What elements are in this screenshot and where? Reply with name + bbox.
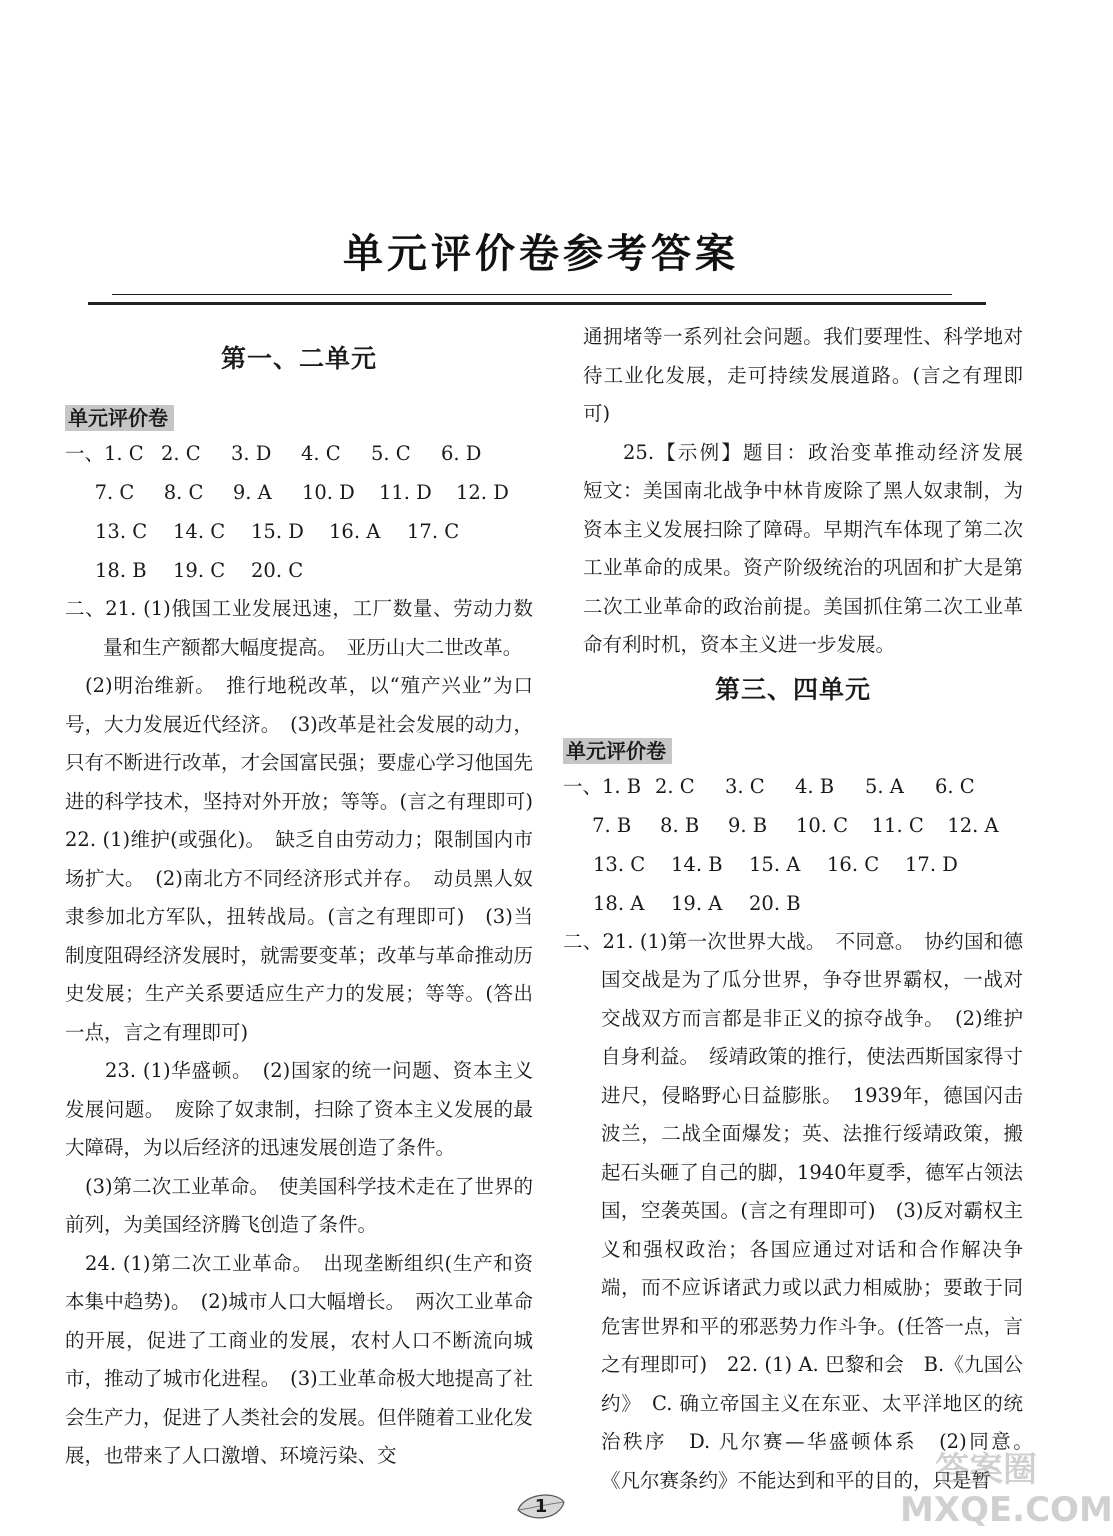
mc-answer: 7. B <box>592 813 632 837</box>
mc-answer: 19. C <box>173 559 226 582</box>
mc-answer: 15. A <box>749 852 801 876</box>
mc-answer: 8. B <box>660 813 700 837</box>
mc-answer: 6. C <box>935 774 975 798</box>
watermark: 答案圈 MXQE.COM <box>900 1450 1113 1530</box>
mc-answer: 一、1. B <box>563 774 642 798</box>
section-title-units-3-4: 第三、四单元 <box>714 674 871 704</box>
mc-answer: 2. C <box>655 774 695 798</box>
mc-answer: 2. C <box>161 442 201 465</box>
answer-paragraph: 通拥堵等一系列社会问题。我们要理性、科学地对待工业化发展，走可持续发展道路。(言之有理即可) <box>583 325 1023 425</box>
mc-answer: 14. C <box>173 520 226 543</box>
answer-paragraph: 二、21. (1)第一次世界大战。 不同意。 协约国和德国交战是为了瓜分世界，争夺世界霸权，一战对交战双方而言都是非正义的掠夺战争。 (2)维护自身利益。 绥靖政策的推行，使法西斯国家得寸进尺，侵略野心日益膨胀。 1939年，德国闪击波兰，二战全面爆发；英、法推行绥靖政策，搬起石头砸了自己的脚，1940年夏季，德军占领法国，空袭英国。(言之有理即可) (3)反对霸权主义和强权政治；各国应通过对话和合作解决争端，而不应诉诸武力或以武力相威胁；要敢于同危害世界和平的邪恶势力作斗争。(任答一点，言之有理即可) 22. (1) A. 巴黎和会 B.《九国公约》 C. 确立帝国主义在东亚、太平洋地区的统治秩序 D. 凡尔赛—华盛顿体系 (2)同意。 《凡尔赛条约》不能达到和平的目的，只是暂 <box>563 929 1043 1492</box>
answer-paragraph: (3)第二次工业革命。 使美国科学技术走在了世界的前列，为美国经济腾飞创造了条件。 <box>65 1174 533 1236</box>
mc-row <box>563 767 1023 806</box>
mc-answer: 4. C <box>301 442 341 465</box>
answer-paragraph: 24. (1)第二次工业革命。 出现垄断组织(生产和资本集中趋势)。 (2)城市人口大幅增长。 两次工业革命的开展，促进了工商业的发展，农村人口不断流向城市，推动了城市化进程。 (3)工业革命极大地提高了社会生产力，促进了人类社会的发展。但伴随着工业化发展，也带来了人口激增、环境污染、交 <box>65 1251 534 1467</box>
mc-answer: 11. C <box>871 813 924 837</box>
mc-answer: 9. A <box>232 481 272 504</box>
answer-paragraph: 二、21. (1)俄国工业发展迅速，工厂数量、劳动力数量和生产额都大幅度提高。 亚历山大二世改革。 <box>65 597 533 659</box>
mc-answers <box>65 434 533 590</box>
mc-row <box>65 512 533 551</box>
mc-answer: 11. D <box>378 481 432 504</box>
mc-answer: 15. D <box>251 520 304 543</box>
mc-answer: 8. C <box>163 481 204 504</box>
mc-row <box>563 845 1023 884</box>
title-rule-thin <box>112 294 952 295</box>
mc-answer: 9. B <box>727 813 768 837</box>
right-column <box>563 318 1043 1500</box>
mc-answer: 16. C <box>827 852 880 876</box>
mc-answer: 6. D <box>441 442 482 465</box>
mc-answer: 10. D <box>301 481 355 504</box>
mc-answer: 13. C <box>95 520 148 543</box>
mc-answer: 7. C <box>94 481 135 504</box>
mc-row <box>563 806 1023 845</box>
section-tag: 单元评价卷 <box>65 405 174 431</box>
mc-answer: 一、1. C <box>65 442 144 465</box>
answer-paragraph: 25.【示例】题目：政治变革推动经济发展 短文：美国南北战争中林肯废除了黑人奴隶制，为资本主义发展扫除了障碍。早期汽车体现了第二次工业革命的成果。资产阶级统治的巩固和扩大是第二次工业革命的政治前提。美国抓住第二次工业革命有利时机，资本主义进一步发展。 <box>583 440 1043 656</box>
mc-answer: 20. B <box>749 891 801 915</box>
mc-row <box>65 473 533 512</box>
mc-answer: 3. D <box>231 442 272 465</box>
mc-answer: 3. C <box>725 774 765 798</box>
page-title: 单元评价卷参考答案 <box>343 231 739 277</box>
mc-answer: 5. C <box>371 442 411 465</box>
mc-answer: 18. A <box>593 891 645 915</box>
answer-paragraph: 23. (1)华盛顿。 (2)国家的统一问题、资本主义发展问题。 废除了奴隶制，扫除了资本主义发展的最大障碍，为以后经济的迅速发展创造了条件。 <box>65 1059 533 1159</box>
left-column <box>65 320 553 1476</box>
mc-answer: 10. C <box>795 813 849 837</box>
mc-answer: 12. A <box>947 813 999 837</box>
mc-answer: 14. B <box>671 852 723 876</box>
section-tag: 单元评价卷 <box>563 738 672 764</box>
mc-answer: 5. A <box>865 774 904 798</box>
title-rule-thick <box>88 302 986 305</box>
mc-answer: 18. B <box>95 559 147 582</box>
answer-paragraph: (2)明治维新。 推行地税改革，以“殖产兴业”为口号，大力发展近代经济。 (3)改革是社会发展的动力，只有不断进行改革，才会国富民强；要虚心学习他国先进的科学技术，坚持对外开放；等等。(言之有理即可) 22. (1)维护(或强化)。 缺乏自由劳动力；限制国内市场扩大。 (2)南北方不同经济形式并存。 动员黑人奴隶参加北方军队，扭转战局。(言之有理即可) (3)当制度阻碍经济发展时，就需要变革；改革与革命推动历史发展；生产关系要适应生产力的发展；等等。(答出一点，言之有理即可) <box>65 674 553 1044</box>
mc-answer: 17. C <box>407 520 460 543</box>
mc-answer: 4. B <box>795 774 835 798</box>
mc-answer: 20. C <box>251 559 304 582</box>
mc-row <box>65 551 533 590</box>
mc-answer: 17. D <box>905 852 958 876</box>
mc-row <box>65 434 533 473</box>
mc-row <box>563 884 1023 923</box>
page-number: 1 <box>534 1496 548 1517</box>
mc-answer: 16. A <box>329 520 381 543</box>
mc-answer: 13. C <box>593 852 646 876</box>
mc-answer: 19. A <box>671 891 723 915</box>
mc-answer: 12. D <box>455 481 509 504</box>
section-title-units-1-2: 第一、二单元 <box>220 344 377 373</box>
mc-answers <box>563 767 1023 923</box>
